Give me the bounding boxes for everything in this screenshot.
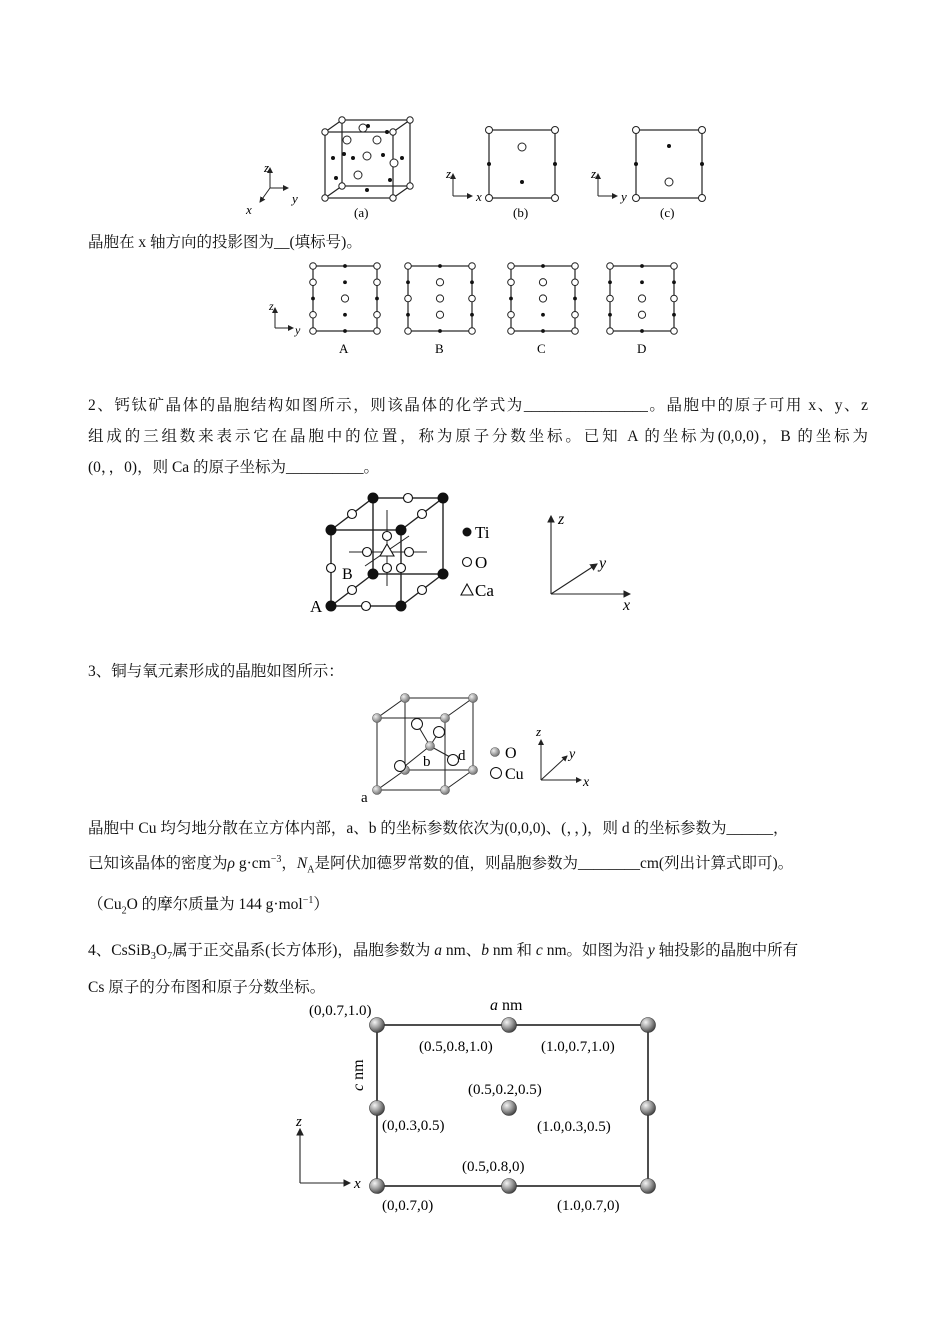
side-edge-label: c nm bbox=[350, 1059, 367, 1091]
coord-7: (0,0.7,0) bbox=[382, 1198, 434, 1214]
point-A-label: A bbox=[310, 597, 323, 616]
axis-x-label: x bbox=[246, 202, 252, 217]
option-A-square[interactable] bbox=[310, 263, 381, 335]
label-a: (a) bbox=[354, 205, 369, 220]
coord-5: (1.0,0.3,0.5) bbox=[537, 1119, 611, 1135]
option-B-square[interactable] bbox=[405, 263, 476, 335]
legend-o: O bbox=[505, 745, 517, 762]
q4-text: 4、$CsSiB_3O_7$属于正交晶系(长方体形)，晶胞参数为 a nm、b nm 和 c nm。如图为沿 y 轴投影的晶胞中所有 Cs 原子的分布图和原子分数坐标。 bbox=[88, 942, 799, 997]
axis-x-label: x bbox=[623, 597, 631, 614]
axis-y-label: y bbox=[599, 555, 607, 572]
axis-x-label: x bbox=[583, 775, 590, 790]
option-D-label[interactable]: D bbox=[637, 341, 647, 356]
q1-projection-figures bbox=[240, 110, 720, 225]
coord-2: (1.0,0.7,1.0) bbox=[541, 1039, 615, 1055]
axis-y-label: y bbox=[621, 189, 627, 204]
option-C-square[interactable] bbox=[508, 263, 579, 335]
q1-question: 晶胞在 x 轴方向的投影图为__(填标号)。 bbox=[88, 234, 362, 251]
q1-options-figure bbox=[265, 258, 685, 358]
q4-cs-projection-figure bbox=[290, 995, 670, 1220]
axis-x-label: x bbox=[476, 189, 482, 204]
option-D-square[interactable] bbox=[607, 263, 678, 335]
point-B-label: B bbox=[342, 566, 353, 583]
axis-b bbox=[453, 174, 472, 196]
q3-intro: 3、铜与氧元素形成的晶胞如图所示： bbox=[88, 663, 344, 680]
label-c: (c) bbox=[660, 205, 675, 220]
axis-z-label: z bbox=[269, 299, 274, 313]
q2-perovskite-figure bbox=[305, 488, 650, 618]
axis-z-label: z bbox=[264, 160, 270, 175]
top-edge-label: a nm bbox=[490, 997, 523, 1014]
axis-y-label: y bbox=[569, 747, 576, 762]
q3-cu2o-figure bbox=[355, 690, 600, 808]
coord-8: (1.0,0.7,0) bbox=[557, 1198, 620, 1214]
axis-x-label: x bbox=[354, 1176, 361, 1192]
point-d-label: d bbox=[458, 748, 466, 764]
axis-y-label: y bbox=[295, 323, 301, 337]
q2-text: 2、钙钛矿晶体的晶胞结构如图所示，则该晶体的化学式为________________。晶胞中的原子可用 x、y、z 组成的三组数来表示它在晶胞中的位置，称为原子分数坐标。已知 A 的坐标为(0,0,0)，B 的坐标为 (0，，0)，则 Ca 的原子坐标为__________。 bbox=[88, 397, 868, 476]
option-B-label[interactable]: B bbox=[435, 341, 444, 356]
axis-z-label: z bbox=[558, 511, 565, 528]
axis-c bbox=[598, 174, 617, 196]
axis-z-label: z bbox=[446, 166, 452, 181]
label-b: (b) bbox=[513, 205, 529, 220]
legend-ca: Ca bbox=[475, 581, 494, 600]
option-C-label[interactable]: C bbox=[537, 341, 546, 356]
coord-4: (0,0.3,0.5) bbox=[382, 1118, 445, 1134]
legend-o: O bbox=[475, 553, 488, 572]
square-c bbox=[636, 130, 702, 198]
coord-0: (0,0.7,1.0) bbox=[309, 1003, 372, 1019]
legend-ti: Ti bbox=[475, 523, 490, 542]
point-b-label: b bbox=[423, 754, 431, 770]
cube-a-atoms bbox=[322, 117, 413, 201]
point-a-label: a bbox=[361, 790, 368, 806]
q3-text: 晶胞中 Cu 均匀地分散在立方体内部，a、b 的坐标参数依次为(0,0,0)、(，，)，则 d 的坐标参数为______， 已知该晶体的密度为ρ $g\cdot cm^{-3}$，$N_A$是阿伏加德罗常数的值，则晶胞参数为________cm(列出计算式即可)。 （$Cu_2O$ 的摩尔质量为 144 g·mol$^{-1}$） bbox=[88, 820, 794, 917]
axis-y-label: y bbox=[292, 191, 298, 206]
axis-z-label: z bbox=[536, 724, 542, 739]
coord-1: (0.5,0.8,1.0) bbox=[419, 1039, 493, 1055]
legend-cu: Cu bbox=[505, 766, 524, 783]
coord-3: (0.5,0.2,0.5) bbox=[468, 1082, 542, 1098]
square-b bbox=[489, 130, 555, 198]
coord-6: (0.5,0.8,0) bbox=[462, 1159, 525, 1175]
axis-z-label: z bbox=[296, 1114, 302, 1130]
axis-z-label: z bbox=[591, 166, 597, 181]
option-A-label[interactable]: A bbox=[339, 341, 349, 356]
